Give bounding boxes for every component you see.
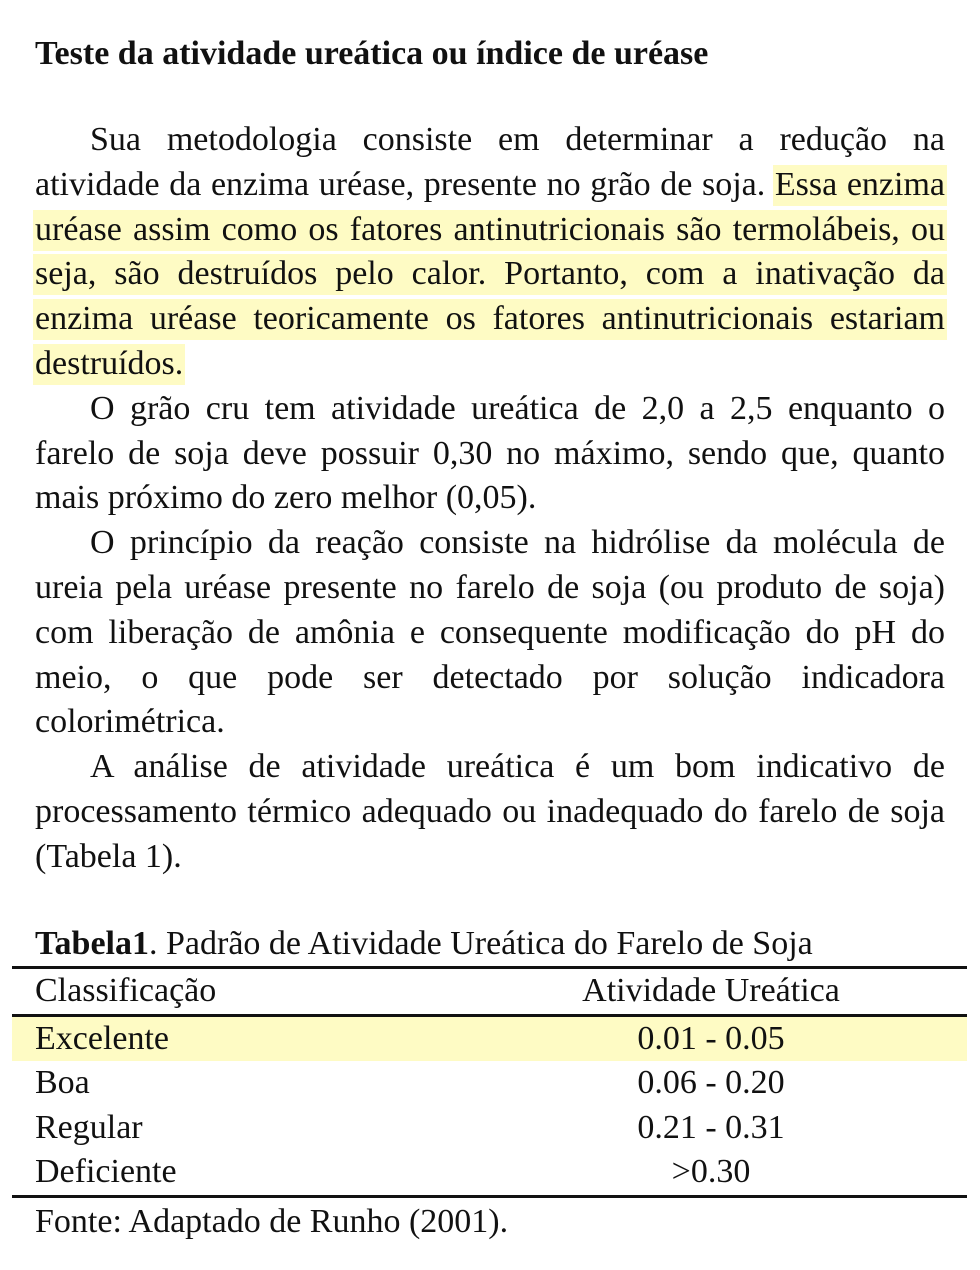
paragraph-1-text: Sua metodologia consiste em determinar a redução na atividade da enzima uréase, presente no grão de soja. <box>35 121 945 203</box>
row-value: 0.06 - 0.20 <box>637 1064 785 1101</box>
row-value: 0.21 - 0.31 <box>637 1108 785 1146</box>
row-classification: Regular <box>35 1108 143 1146</box>
table-caption-label: Tabela1 <box>35 925 150 962</box>
section-heading: Teste da atividade ureática ou índice de uréase <box>35 35 709 72</box>
table-row <box>12 1061 967 1106</box>
paragraph-2: O grão cru tem atividade ureática de 2,0 a 2,5 enquanto o farelo de soja deve possuir 0,30 no máximo, sendo que, quanto mais próximo do zero melhor (0,05). <box>35 389 945 517</box>
header-classificacao: Classificação <box>12 968 455 1016</box>
table-row <box>12 1015 967 1061</box>
row-classification: Excelente <box>12 1015 455 1061</box>
highlighted-passage: Essa enzima uréase assim como os fatores antinutricionais são termolábeis, ou seja, são destruídos pelo calor. Portanto, com a inativação da enzima uréase teoricamente os fatores antinutricionais estariam destruídos. <box>35 165 945 382</box>
row-classification: Deficiente <box>12 1150 455 1196</box>
header-atividade-ureatica: Atividade Ureática <box>455 968 967 1016</box>
body-text <box>35 118 945 880</box>
table-row <box>12 1106 967 1151</box>
paragraph-1 <box>35 118 945 387</box>
urease-table <box>12 966 967 1198</box>
row-value: 0.01 - 0.05 <box>455 1015 967 1061</box>
paragraph-4: A análise de atividade ureática é um bom indicativo de processamento térmico adequado ou inadequado do farelo de soja (Tabela 1). <box>35 748 945 875</box>
table-caption <box>35 920 813 968</box>
row-value: >0.30 <box>455 1150 967 1196</box>
paragraph-3: O princípio da reação consiste na hidrólise da molécula de ureia pela uréase presente no farelo de soja (ou produto de soja) com liberação de amônia e consequente modificação do pH do meio, o que pode ser detectado por solução indicadora colorimétrica. <box>35 524 945 741</box>
row-classification: Boa <box>35 1064 90 1101</box>
table-row <box>12 1150 967 1196</box>
table-source: Fonte: Adaptado de Runho (2001). <box>35 1203 509 1240</box>
table-header-row <box>12 968 967 1016</box>
table-caption-text: . Padrão de Atividade Ureática do Farelo de Soja <box>149 925 813 962</box>
